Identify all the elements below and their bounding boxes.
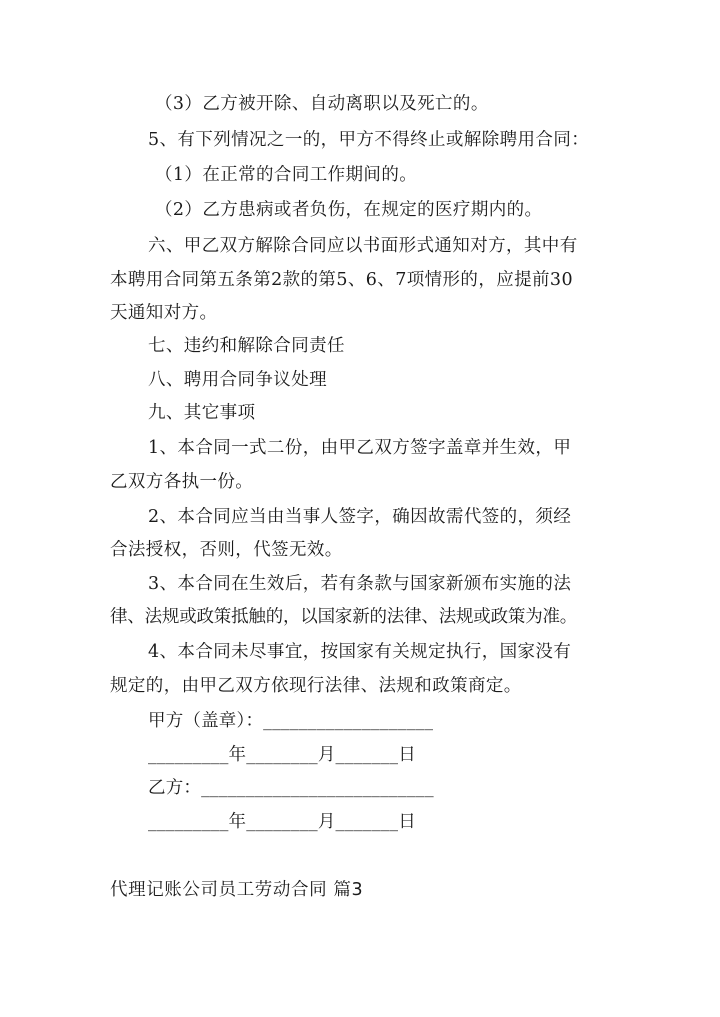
text-line: 六、甲乙双方解除合同应以书面形式通知对方，其中有 bbox=[148, 236, 578, 256]
text-line: 5、有下列情况之一的，甲方不得终止或解除聘用合同： bbox=[148, 130, 590, 150]
section-heading: 代理记账公司员工劳动合同 篇3 bbox=[110, 880, 364, 900]
text-line: （2）乙方患病或者负伤，在规定的医疗期内的。 bbox=[155, 200, 543, 220]
text-line: 合法授权，否则，代签无效。 bbox=[110, 540, 343, 560]
party-b-signature: 乙方：__________________________ bbox=[148, 778, 434, 798]
text-line: 乙双方各执一份。 bbox=[110, 472, 254, 492]
text-line: 天通知对方。 bbox=[110, 303, 218, 323]
text-line: 八、聘用合同争议处理 bbox=[148, 370, 327, 390]
text-line: 规定的，由甲乙双方依现行法律、法规和政策商定。 bbox=[110, 676, 522, 696]
text-line: 本聘用合同第五条第2款的第5、6、7项情形的，应提前30 bbox=[110, 270, 574, 290]
text-line: 七、违约和解除合同责任 bbox=[148, 336, 345, 356]
text-line: 1、本合同一式二份，由甲乙双方签字盖章并生效，甲 bbox=[148, 438, 572, 458]
party-b-date: _________年________月_______日 bbox=[148, 812, 416, 832]
text-line: 2、本合同应当由当事人签字，确因故需代签的，须经 bbox=[148, 507, 572, 527]
text-line: （3）乙方被开除、自动离职以及死亡的。 bbox=[155, 94, 489, 114]
text-line: （1）在正常的合同工作期间的。 bbox=[155, 165, 418, 185]
text-line: 3、本合同在生效后，若有条款与国家新颁布实施的法 bbox=[148, 574, 572, 594]
text-line: 九、其它事项 bbox=[148, 403, 256, 423]
party-a-signature: 甲方（盖章）：___________________ bbox=[148, 711, 434, 731]
text-line: 律、法规或政策抵触的，以国家新的法律、法规或政策为准。 bbox=[110, 607, 578, 627]
party-a-date: _________年________月_______日 bbox=[148, 745, 416, 765]
text-line: 4、本合同未尽事宜，按国家有关规定执行，国家没有 bbox=[148, 642, 572, 662]
